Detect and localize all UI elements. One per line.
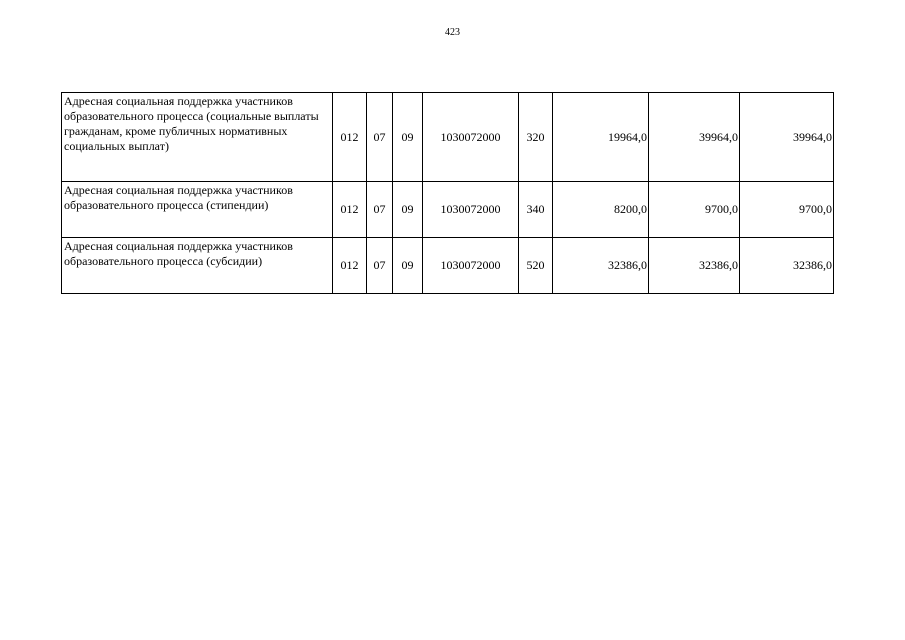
sum-2-cell: 32386,0: [649, 238, 740, 294]
section-code-cell: 07: [367, 93, 393, 182]
page-number: 423: [445, 27, 460, 38]
section-code-cell: 07: [367, 238, 393, 294]
row-name-cell: Адресная социальная поддержка участников образовательного процесса (субсидии): [62, 238, 333, 294]
budget-table: [61, 92, 834, 294]
subsection-code-cell: 09: [393, 238, 423, 294]
expense-type-cell: 320: [519, 93, 553, 182]
sum-3-cell: 39964,0: [740, 93, 834, 182]
sum-1-cell: 8200,0: [553, 182, 649, 238]
subsection-code-cell: 09: [393, 93, 423, 182]
expense-type-cell: 520: [519, 238, 553, 294]
row-name-cell: Адресная социальная поддержка участников образовательного процесса (социальные выплаты гражданам, кроме публичных нормативных социальных выплат): [62, 93, 333, 182]
sum-3-cell: 9700,0: [740, 182, 834, 238]
target-article-cell: 1030072000: [423, 93, 519, 182]
table-row: [62, 238, 834, 294]
target-article-cell: 1030072000: [423, 182, 519, 238]
row-name-cell: Адресная социальная поддержка участников образовательного процесса (стипендии): [62, 182, 333, 238]
ministry-code-cell: 012: [333, 182, 367, 238]
sum-1-cell: 19964,0: [553, 93, 649, 182]
table-row: [62, 93, 834, 182]
ministry-code-cell: 012: [333, 238, 367, 294]
sum-3-cell: 32386,0: [740, 238, 834, 294]
expense-type-cell: 340: [519, 182, 553, 238]
sum-1-cell: 32386,0: [553, 238, 649, 294]
section-code-cell: 07: [367, 182, 393, 238]
table-row: [62, 182, 834, 238]
ministry-code-cell: 012: [333, 93, 367, 182]
sum-2-cell: 9700,0: [649, 182, 740, 238]
subsection-code-cell: 09: [393, 182, 423, 238]
sum-2-cell: 39964,0: [649, 93, 740, 182]
target-article-cell: 1030072000: [423, 238, 519, 294]
